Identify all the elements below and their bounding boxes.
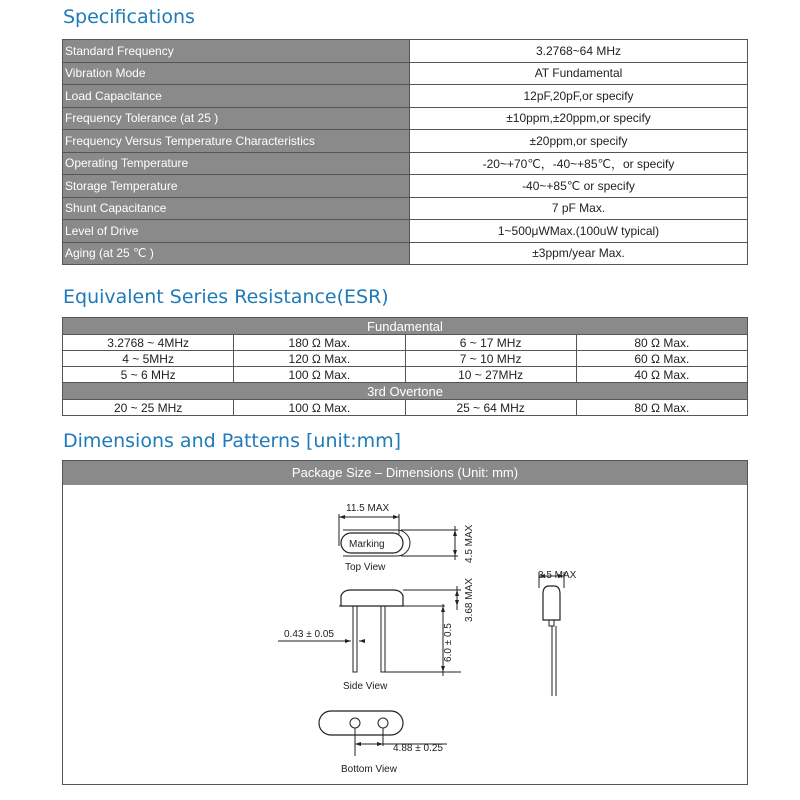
spec-label: Aging (at 25 ℃ ) — [63, 242, 410, 265]
spec-label: Frequency Versus Temperature Characteristics — [63, 130, 410, 153]
overtone-label: 3rd Overtone — [63, 383, 748, 400]
esr-resistance: 180 Ω Max. — [234, 335, 405, 351]
spec-value: ±20ppm,or specify — [410, 130, 748, 153]
esr-resistance: 100 Ω Max. — [234, 367, 405, 383]
esr-frequency: 10 ~ 27MHz — [405, 367, 576, 383]
spec-row — [63, 62, 748, 85]
lead-length-label: 6.0 ± 0.5 — [443, 623, 454, 662]
esr-row — [63, 400, 748, 416]
overtone-row — [63, 383, 748, 400]
spec-value: 3.2768~64 MHz — [410, 40, 748, 63]
spec-label: Shunt Capacitance — [63, 197, 410, 220]
esr-resistance: 40 Ω Max. — [576, 367, 747, 383]
esr-frequency: 5 ~ 6 MHz — [63, 367, 234, 383]
spec-label: Level of Drive — [63, 220, 410, 243]
spec-row — [63, 40, 748, 63]
esr-frequency: 3.2768 ~ 4MHz — [63, 335, 234, 351]
spec-value: -20~+70℃，-40~+85℃，or specify — [410, 152, 748, 175]
esr-frequency: 25 ~ 64 MHz — [405, 400, 576, 416]
spec-row — [63, 242, 748, 265]
top-view-label: Top View — [345, 562, 386, 573]
spec-row — [63, 152, 748, 175]
spec-row — [63, 220, 748, 243]
spec-value: ±3ppm/year Max. — [410, 242, 748, 265]
spec-row — [63, 107, 748, 130]
esr-resistance: 80 Ω Max. — [576, 335, 747, 351]
spec-value: 1~500μWMax.(100uW typical) — [410, 220, 748, 243]
pitch-label: 4.88 ± 0.25 — [393, 743, 443, 754]
spec-table — [62, 39, 748, 265]
spec-heading: Specifications — [63, 6, 195, 28]
spec-label: Vibration Mode — [63, 62, 410, 85]
lead-diameter-label: 0.43 ± 0.05 — [284, 629, 334, 640]
spec-label: Operating Temperature — [63, 152, 410, 175]
esr-frequency: 4 ~ 5MHz — [63, 351, 234, 367]
height-label: 4.5 MAX — [464, 524, 475, 563]
esr-heading: Equivalent Series Resistance(ESR) — [63, 286, 389, 308]
esr-resistance: 120 Ω Max. — [234, 351, 405, 367]
esr-row — [63, 351, 748, 367]
dim-heading: Dimensions and Patterns [unit:mm] — [63, 430, 402, 452]
body-height-label: 3.68 MAX — [464, 578, 475, 622]
spec-row — [63, 130, 748, 153]
spec-label: Frequency Tolerance (at 25 ) — [63, 107, 410, 130]
spec-value: ±10ppm,±20ppm,or specify — [410, 107, 748, 130]
thickness-label: 3.5 MAX — [538, 570, 577, 581]
dimensions-panel — [62, 460, 748, 785]
fundamental-row — [63, 318, 748, 335]
esr-frequency: 7 ~ 10 MHz — [405, 351, 576, 367]
fundamental-label: Fundamental — [63, 318, 748, 335]
bottom-view-label: Bottom View — [341, 764, 397, 775]
esr-resistance: 60 Ω Max. — [576, 351, 747, 367]
spec-label: Storage Temperature — [63, 175, 410, 198]
spec-value: -40~+85℃ or specify — [410, 175, 748, 198]
spec-label: Load Capacitance — [63, 85, 410, 108]
esr-resistance: 80 Ω Max. — [576, 400, 747, 416]
marking-label: Marking — [349, 539, 385, 550]
spec-value: AT Fundamental — [410, 62, 748, 85]
side-view-label: Side View — [343, 681, 388, 692]
esr-row — [63, 367, 748, 383]
spec-row — [63, 175, 748, 198]
spec-value: 7 pF Max. — [410, 197, 748, 220]
spec-row — [63, 197, 748, 220]
width-label: 11.5 MAX — [346, 503, 390, 514]
spec-row — [63, 85, 748, 108]
dimensions-header: Package Size – Dimensions (Unit: mm) — [63, 461, 747, 485]
package-drawing — [63, 486, 747, 784]
spec-value: 12pF,20pF,or specify — [410, 85, 748, 108]
esr-table — [62, 317, 748, 416]
esr-frequency: 6 ~ 17 MHz — [405, 335, 576, 351]
esr-row — [63, 335, 748, 351]
esr-frequency: 20 ~ 25 MHz — [63, 400, 234, 416]
esr-resistance: 100 Ω Max. — [234, 400, 405, 416]
spec-label: Standard Frequency — [63, 40, 410, 63]
